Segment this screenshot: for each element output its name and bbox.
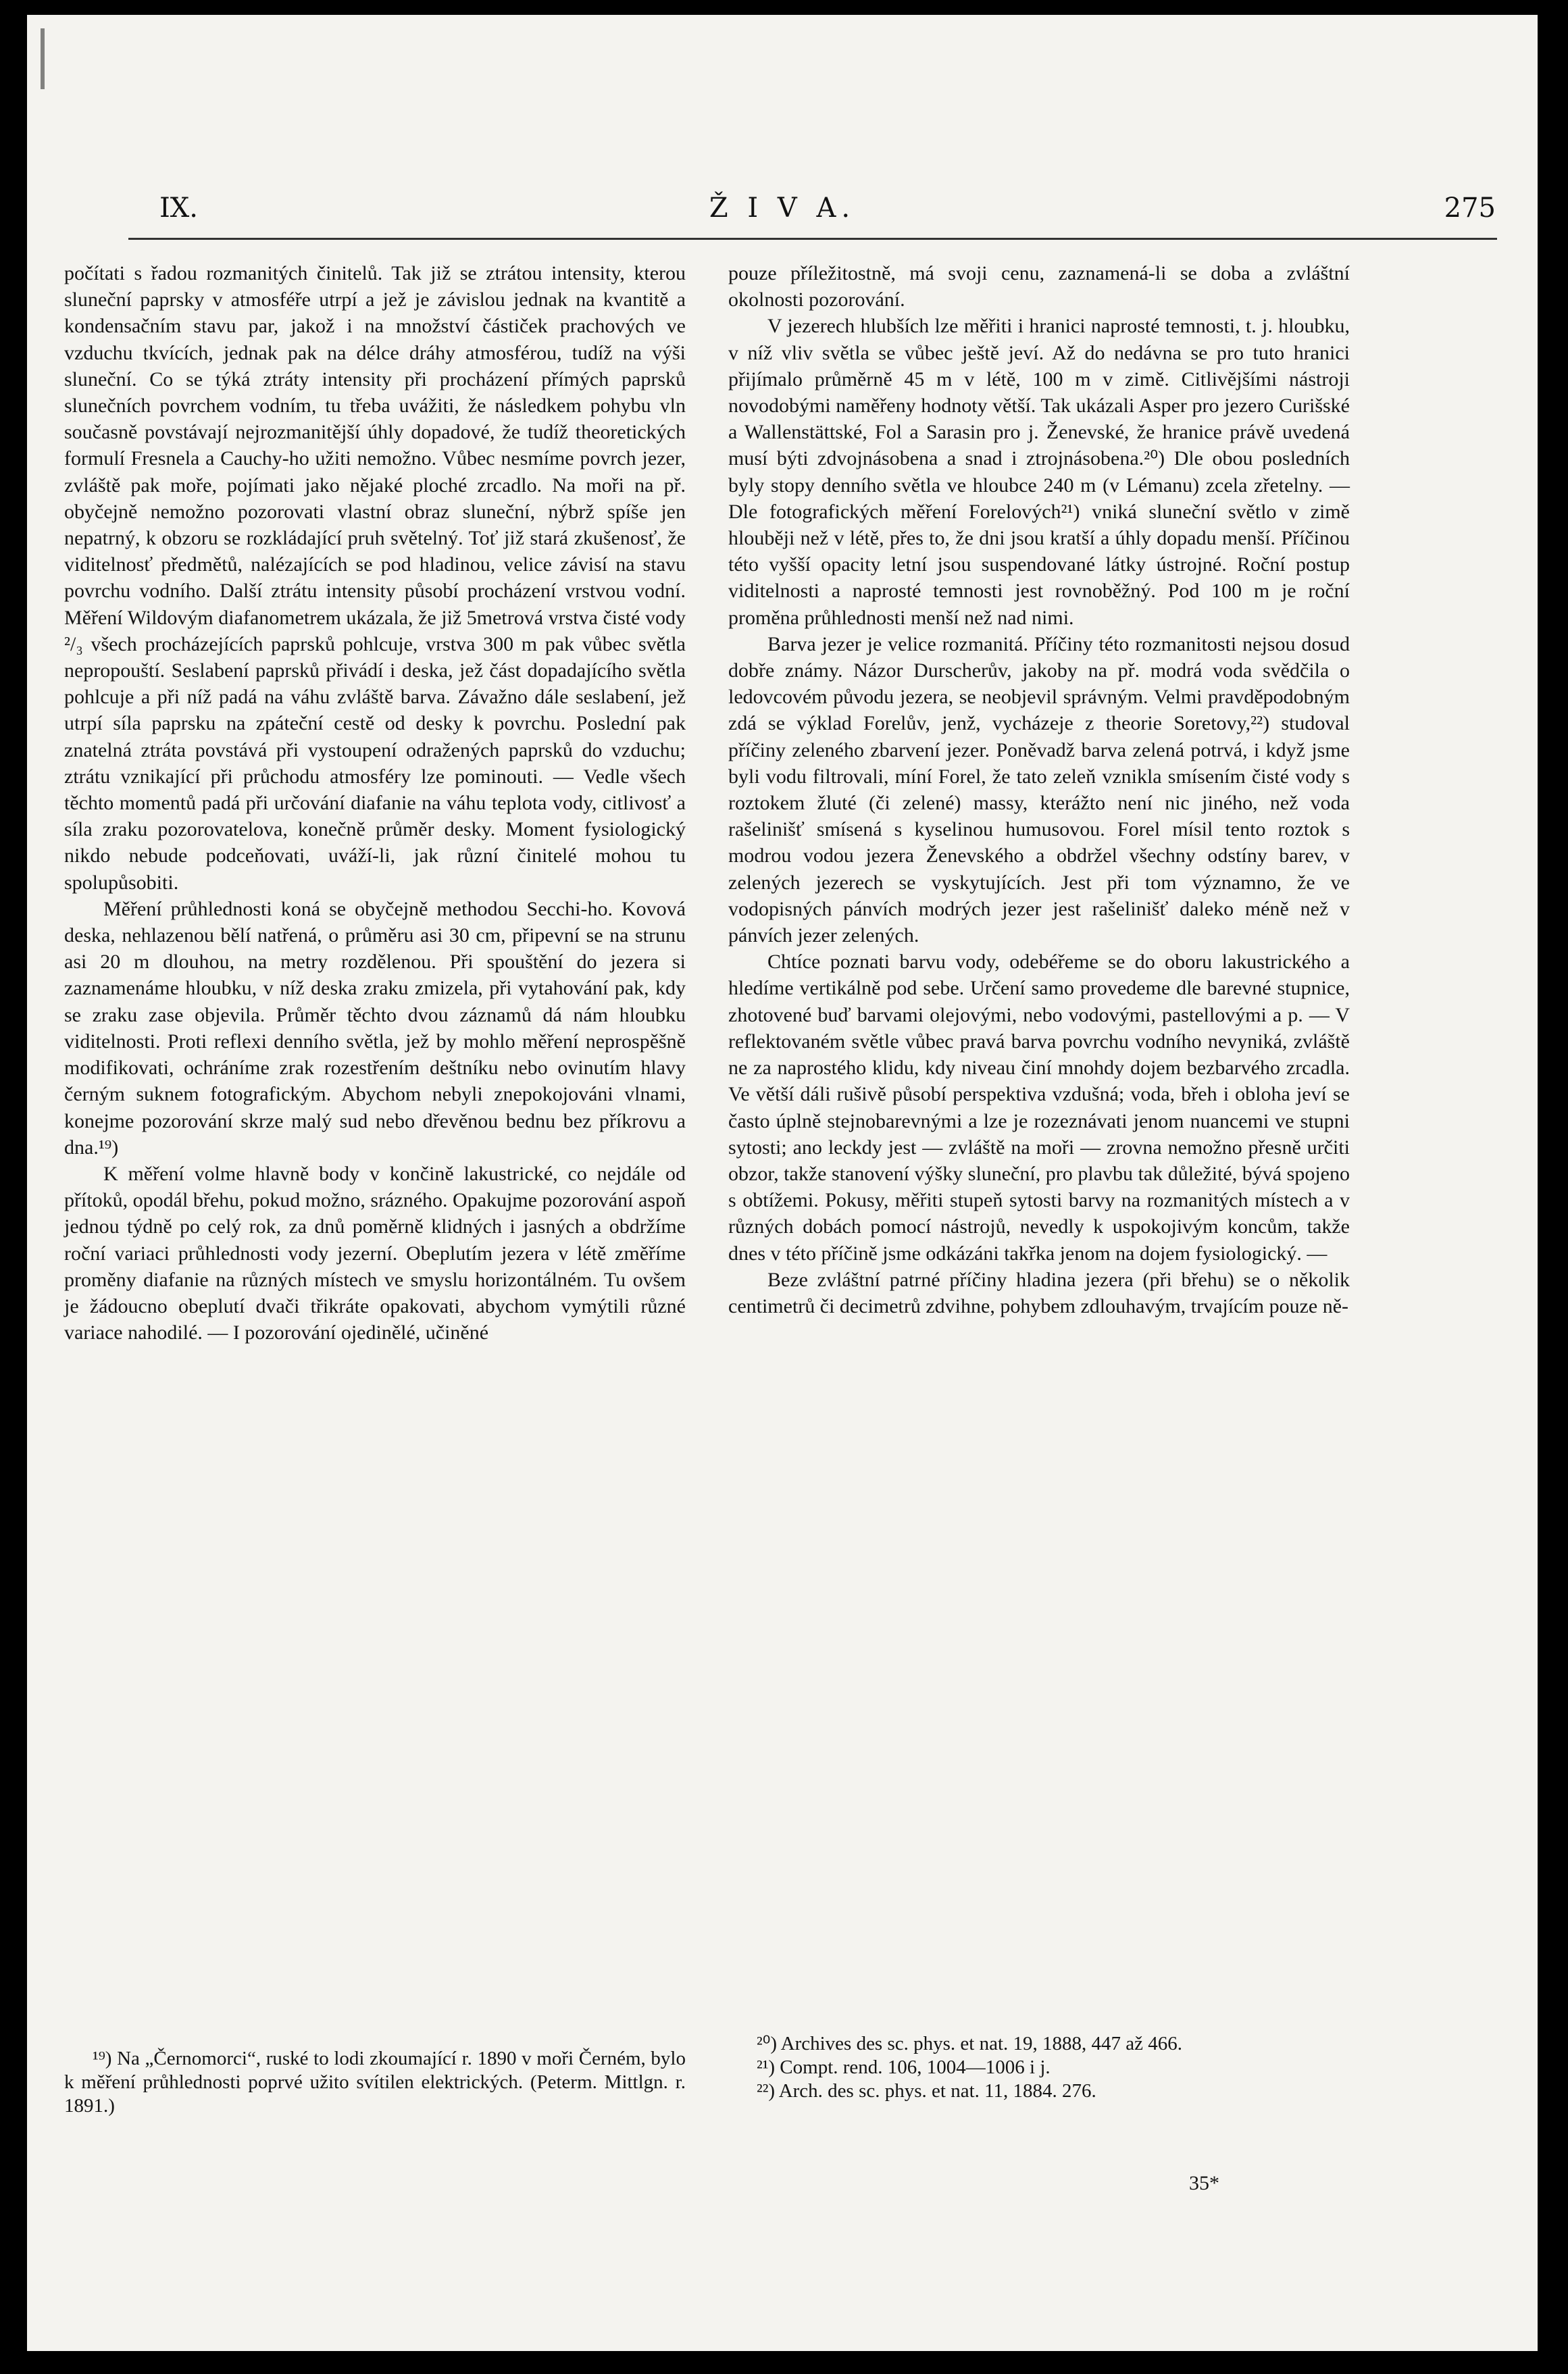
paragraph: K měření volme hlavně body v končině lakustrické, co nejdále od přítoků, opodál břehu, pokud možno, srázného. Opakujme pozorování aspoň jednou týdně po celý rok, za dnů poměrně klidných i jasných a obdržíme roční variaci průhlednosti vody jezerní. Obeplutím jezera v létě změříme proměny diafanie na různých místech ve smyslu horizontálném. Tu ovšem je žádoucno obeplutí dvači třikráte opakovati, abychom vymýtili různé variace nahodilé. — I pozorování ojedinělé, učiněné: [64, 1162, 686, 1344]
footnotes-right: [728, 2032, 1350, 2103]
footnotes-left: [64, 2047, 686, 2118]
paragraph: pouze příležitostně, má svoji cenu, zaznamená-li se doba a zvláštní okolnosti pozorování.: [728, 262, 1350, 311]
left-column-text: [64, 260, 686, 1346]
header-rule: [128, 238, 1497, 240]
page-number: 275: [1444, 193, 1496, 224]
paragraph: Měření průhlednosti koná se obyčejně methodou Secchi-ho. Kovová deska, nehlazenou bělí natřená, o průměru asi 30 cm, připevní se na strunu asi 20 m dlouhou, na metry rozdělenou. Při spouštění do jezera si zaznamenáme hloubku, v níž deska zraku zmizela, při vytahování pak, kdy se zraku zase objevila. Průměr těchto dvou záznamů dá nám hloubku viditelnosti. Proti reflexi denního světla, jež by mohlo měření neprospěšně modifikovati, ochráníme zrak rozestřením deštníku nebo ovinutím hlavy černým suknem fotografickým. Abychom nebyli znepokojováni vlnami, konejme pozorování skrze malý sud nebo dřevěnou bednu bez příkrovu a dna.¹⁹): [64, 897, 686, 1159]
footnote: ¹⁹) Na „Černomorci“, ruské to lodi zkoumající r. 1890 v moři Černém, bylo k měření průhlednosti poprvé užito svítilen elektrických. (Peterm. Mittlgn. r. 1891.): [64, 2048, 686, 2117]
scan-edge-mark: [41, 28, 85, 89]
footnote: ²⁰) Archives des sc. phys. et nat. 19, 1888, 447 až 466.: [757, 2033, 1183, 2054]
left-column: [64, 260, 686, 1346]
paragraph: V jezerech hlubších lze měřiti i hranici naprosté temnosti, t. j. hloubku, v níž vliv světla se vůbec ještě jeví. Až do nedávna se pro tuto hranici přijímalo průměrně 45 m v létě, 100 m v zimě. Citlivějšími nástroji novodobými naměřeny hodnoty větší. Tak ukázali Asper pro jezero Curišské a Wallenstättské, Fol a Sarasin pro j. Ženevské, že hranice právě uvedená musí býti zdvojnásobena a snad i ztrojnásobena.²⁰) Dle obou posledních byly stopy denního světla ve hloubce 240 m (v Lémanu) zcela zřetelny. — Dle fotografických měření Forelových²¹) vniká sluneční světlo v zimě hlouběji než v létě, přes to, že dni jsou kratší a úhly dopadu menší. Příčinou této vyšší opacity letní jsou suspendované látky ústrojné. Roční postup viditelnosti a naprosté temnosti jest rovnoběžný. Pod 100 m je roční proměna průhlednosti menší než nad nimi.: [728, 315, 1350, 629]
right-column-text: [728, 260, 1350, 1319]
printer-signature-mark: 35*: [1189, 2172, 1219, 2194]
paragraph: Barva jezer je velice rozmanitá. Příčiny této rozmanitosti nejsou dosud dobře známy. Názor Durscherův, jakoby na př. modrá voda svědčila o ledovcovém původu jezera, se neobjevil správným. Velmi pravděpodobným zdá se výklad Forelův, jenž, vycházeje z theorie Soretovy,²²) studoval příčiny zeleného zbarvení jezer. Poněvadž barva zelená potrvá, i když jsme byli vodu filtrovali, míní Forel, že tato zeleň vznikla smísením čisté vody s roztokem žluté (či zelené) massy, kterážto není nic jiného, než voda rašelinišť smísená s kyselinou humusovou. Forel mísil tento roztok s modrou vodou jezera Ženevského a obdržel všechny odstíny barev, v zelených jezerech se vyskytujících. Jest při tom významno, že ve vodopisných pánvích modrých jezer jest rašelinišť daleko méně než v pánvích jezer zelených.: [728, 632, 1350, 947]
paragraph: počítati s řadou rozmanitých činitelů. Tak již se ztrátou intensity, kterou sluneční paprsky v atmosféře utrpí a jež je závislou jednak na kvantitě a kondensačním stavu par, jakož i na množství částiček prachových ve vzduchu tkvících, jednak pak na délce dráhy atmosférou, tudíž na výši sluneční. Co se týká ztráty intensity při procházení přímých paprsků slunečních povrchem vodním, tu třeba uvážiti, že následkem pohybu vln současně povstávají nejrozmanitější úhly dopadové, že tudíž theoretických formulí Fresnela a Cauchy-ho užiti nemožno. Vůbec nesmíme povrch jezer, zvláště pak moře, pojímati jako nějaké ploché zrcadlo. Na moři na př. obyčejně nemožno pozorovati vlastní obraz sluneční, nýbrž spíše jen nepatrný, k obzoru se rozkládající pruh světelný. Toť již stará zkušenosť, že viditelnosť předmětů, nalézajících se pod hladinou, velice závisí na stavu povrchu vodního. Další ztrátu intensity působí procházení vrstvou vodní. Měření Wildovým diafanometrem ukázala, že již 5metrová vrstva čisté vody ²/₃ všech procházejících paprsků pohlcuje, vrstva 300 m pak vůbec světla nepropouští. Seslabení paprsků přivádí i deska, jež část dopadajícího světla pohlcuje a při níž padá na váhu zvláště barva. Závažno dále seslabení, jež utrpí síla paprsku na zpáteční cestě od desky k povrchu. Poslední pak znatelná ztráta povstává při vystoupení odražených paprsků do vzduchu; ztrátu vznikající při průchodu atmosféry lze pominouti. — Vedle všech těchto momentů padá při určování diafanie na váhu teplota vody, citlivosť a síla zraku pozorovatelova, konečně průměr desky. Moment fysiologický nikdo nebude podceňovati, uváží-li, jak různí činitelé mohou tu spolupůsobiti.: [64, 262, 686, 894]
paragraph: Chtíce poznati barvu vody, odebéřeme se do oboru lakustrického a hledíme vertikálně pod sebe. Určení samo provedeme dle barevné stupnice, zhotovené buď barvami olejovými, nebo vodovými, pastellovými a p. — V reflektovaném světle vůbec pravá barva povrchu vodního nevyniká, zvláště ne za naprostého klidu, kdy niveau činí mnohdy dojem bezbarvého zrcadla. Ve větší dáli rušivě působí perspektiva vzdušná; voda, břeh i obloha jeví se často úplně stejnobarevnými a lze je rozeznávati jenom nuancemi ve stupni sytosti; ano leckdy jest — zvláště na moři — zrovna nemožno přesně určiti obzor, takže stanovení výšky sluneční, pro plavbu tak důležité, bývá spojeno s obtížemi. Pokusy, měřiti stupeň sytosti barvy na rozmanitých místech a v různých dobách pomocí nástrojů, nevedly k uspokojivým koncům, takže dnes v této příčině jsme odkázáni takřka jenom na dojem fysiologický. —: [728, 951, 1350, 1265]
footnote: ²¹) Compt. rend. 106, 1004—1006 i j.: [757, 2056, 1051, 2078]
right-column: [728, 260, 1350, 1319]
running-header-journal: Ž I V A.: [709, 193, 856, 224]
paragraph: Beze zvláštní patrné příčiny hladina jezera (při břehu) se o několik centimetrů či decimetrů zdvihne, pohybem zdlouhavým, trvajícím pouze ně-: [728, 1268, 1350, 1317]
running-header-volume: IX.: [159, 193, 198, 224]
footnote: ²²) Arch. des sc. phys. et nat. 11, 1884. 276.: [757, 2080, 1096, 2102]
